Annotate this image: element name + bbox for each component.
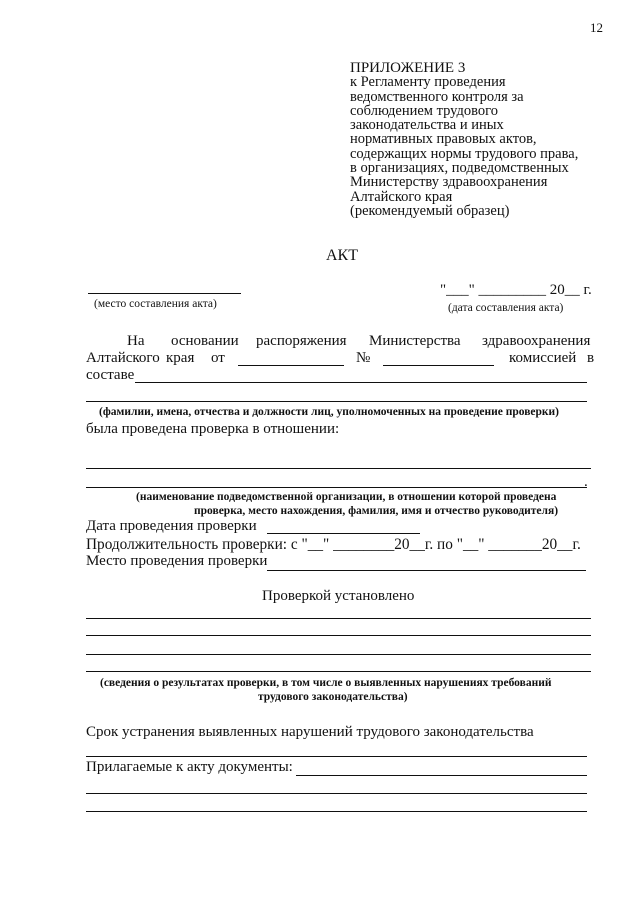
inspection-date-label: Дата проведения проверки: [86, 518, 257, 534]
deadline-field-line[interactable]: [86, 756, 587, 757]
place-caption: (место составления акта): [94, 298, 217, 310]
inspection-duration[interactable]: Продолжительность проверки: с "__" ________20__г. по "__" _______20__г.: [86, 536, 581, 553]
basis-word: Министерства: [369, 333, 461, 349]
findings-caption: (сведения о результатах проверки, в том числе о выявленных нарушениях требований: [100, 677, 552, 689]
basis-word: здравоохранения: [482, 333, 591, 349]
inspection-label: была проведена проверка в отношении:: [86, 421, 340, 437]
deadline-label: Срок устранения выявленных нарушений трудового законодательства: [86, 724, 534, 740]
findings-field-line[interactable]: [86, 671, 591, 672]
findings-field-line[interactable]: [86, 654, 591, 655]
appendix-line: в организациях, подведомственных: [350, 160, 569, 177]
appendix-line: соблюдением трудового: [350, 102, 498, 119]
attachments-label: Прилагаемые к акту документы:: [86, 759, 293, 775]
place-field-line[interactable]: [88, 293, 241, 294]
findings-field-line[interactable]: [86, 635, 591, 636]
basis-word: комиссией: [509, 350, 577, 366]
attachments-field-line[interactable]: [86, 811, 587, 812]
inspection-place-field[interactable]: [267, 570, 586, 571]
basis-word: распоряжения: [256, 333, 347, 349]
appendix-line: (рекомендуемый образец): [350, 202, 510, 219]
inspection-date-field[interactable]: [267, 533, 420, 534]
basis-word: На: [127, 333, 145, 349]
act-date-field[interactable]: "___" _________ 20__ г.: [440, 282, 592, 298]
order-number-field[interactable]: [383, 365, 494, 366]
attachments-field-line[interactable]: [86, 793, 587, 794]
appendix-line: Министерству здравоохранения: [350, 174, 548, 191]
appendix-block: [350, 61, 578, 218]
inspection-place-label: Место проведения проверки: [86, 553, 268, 569]
page-number: 12: [590, 20, 603, 35]
basis-word: края: [166, 350, 195, 366]
appendix-line: нормативных правовых актов,: [350, 131, 537, 148]
basis-word: от: [211, 350, 225, 366]
organization-caption: проверка, место нахождения, фамилия, имя и отчество руководителя): [194, 505, 559, 517]
organization-field-line[interactable]: [86, 468, 591, 469]
basis-word: составе: [86, 367, 135, 383]
number-sign: №: [356, 350, 371, 366]
findings-field-line[interactable]: [86, 618, 591, 619]
appendix-line: к Регламенту проведения: [350, 74, 506, 91]
members-caption: (фамилии, имена, отчества и должности лиц, уполномоченных на проведение проверки): [99, 406, 559, 418]
findings-title: Проверкой установлено: [262, 588, 415, 604]
attachments-field-line[interactable]: [296, 775, 587, 776]
basis-word: Алтайского: [86, 350, 160, 366]
act-title: АКТ: [326, 247, 358, 264]
field-period: .: [584, 474, 588, 490]
organization-caption: (наименование подведомственной организации, в отношении которой проведена: [136, 491, 557, 503]
appendix-line: ведомственного контроля за: [350, 88, 524, 105]
basis-word: в: [587, 350, 595, 366]
appendix-title: ПРИЛОЖЕНИЕ 3: [350, 60, 466, 76]
commission-field-line[interactable]: [86, 401, 587, 402]
order-date-field[interactable]: [238, 365, 344, 366]
organization-field-line[interactable]: [86, 487, 587, 488]
commission-field-line[interactable]: [135, 382, 587, 383]
appendix-line: содержащих нормы трудового права,: [350, 145, 579, 162]
appendix-line: Алтайского края: [350, 188, 453, 205]
findings-caption: трудового законодательства): [258, 691, 408, 703]
date-caption: (дата составления акта): [448, 302, 564, 314]
appendix-line: законодательства и иных: [350, 117, 504, 134]
basis-word: основании: [171, 333, 239, 349]
